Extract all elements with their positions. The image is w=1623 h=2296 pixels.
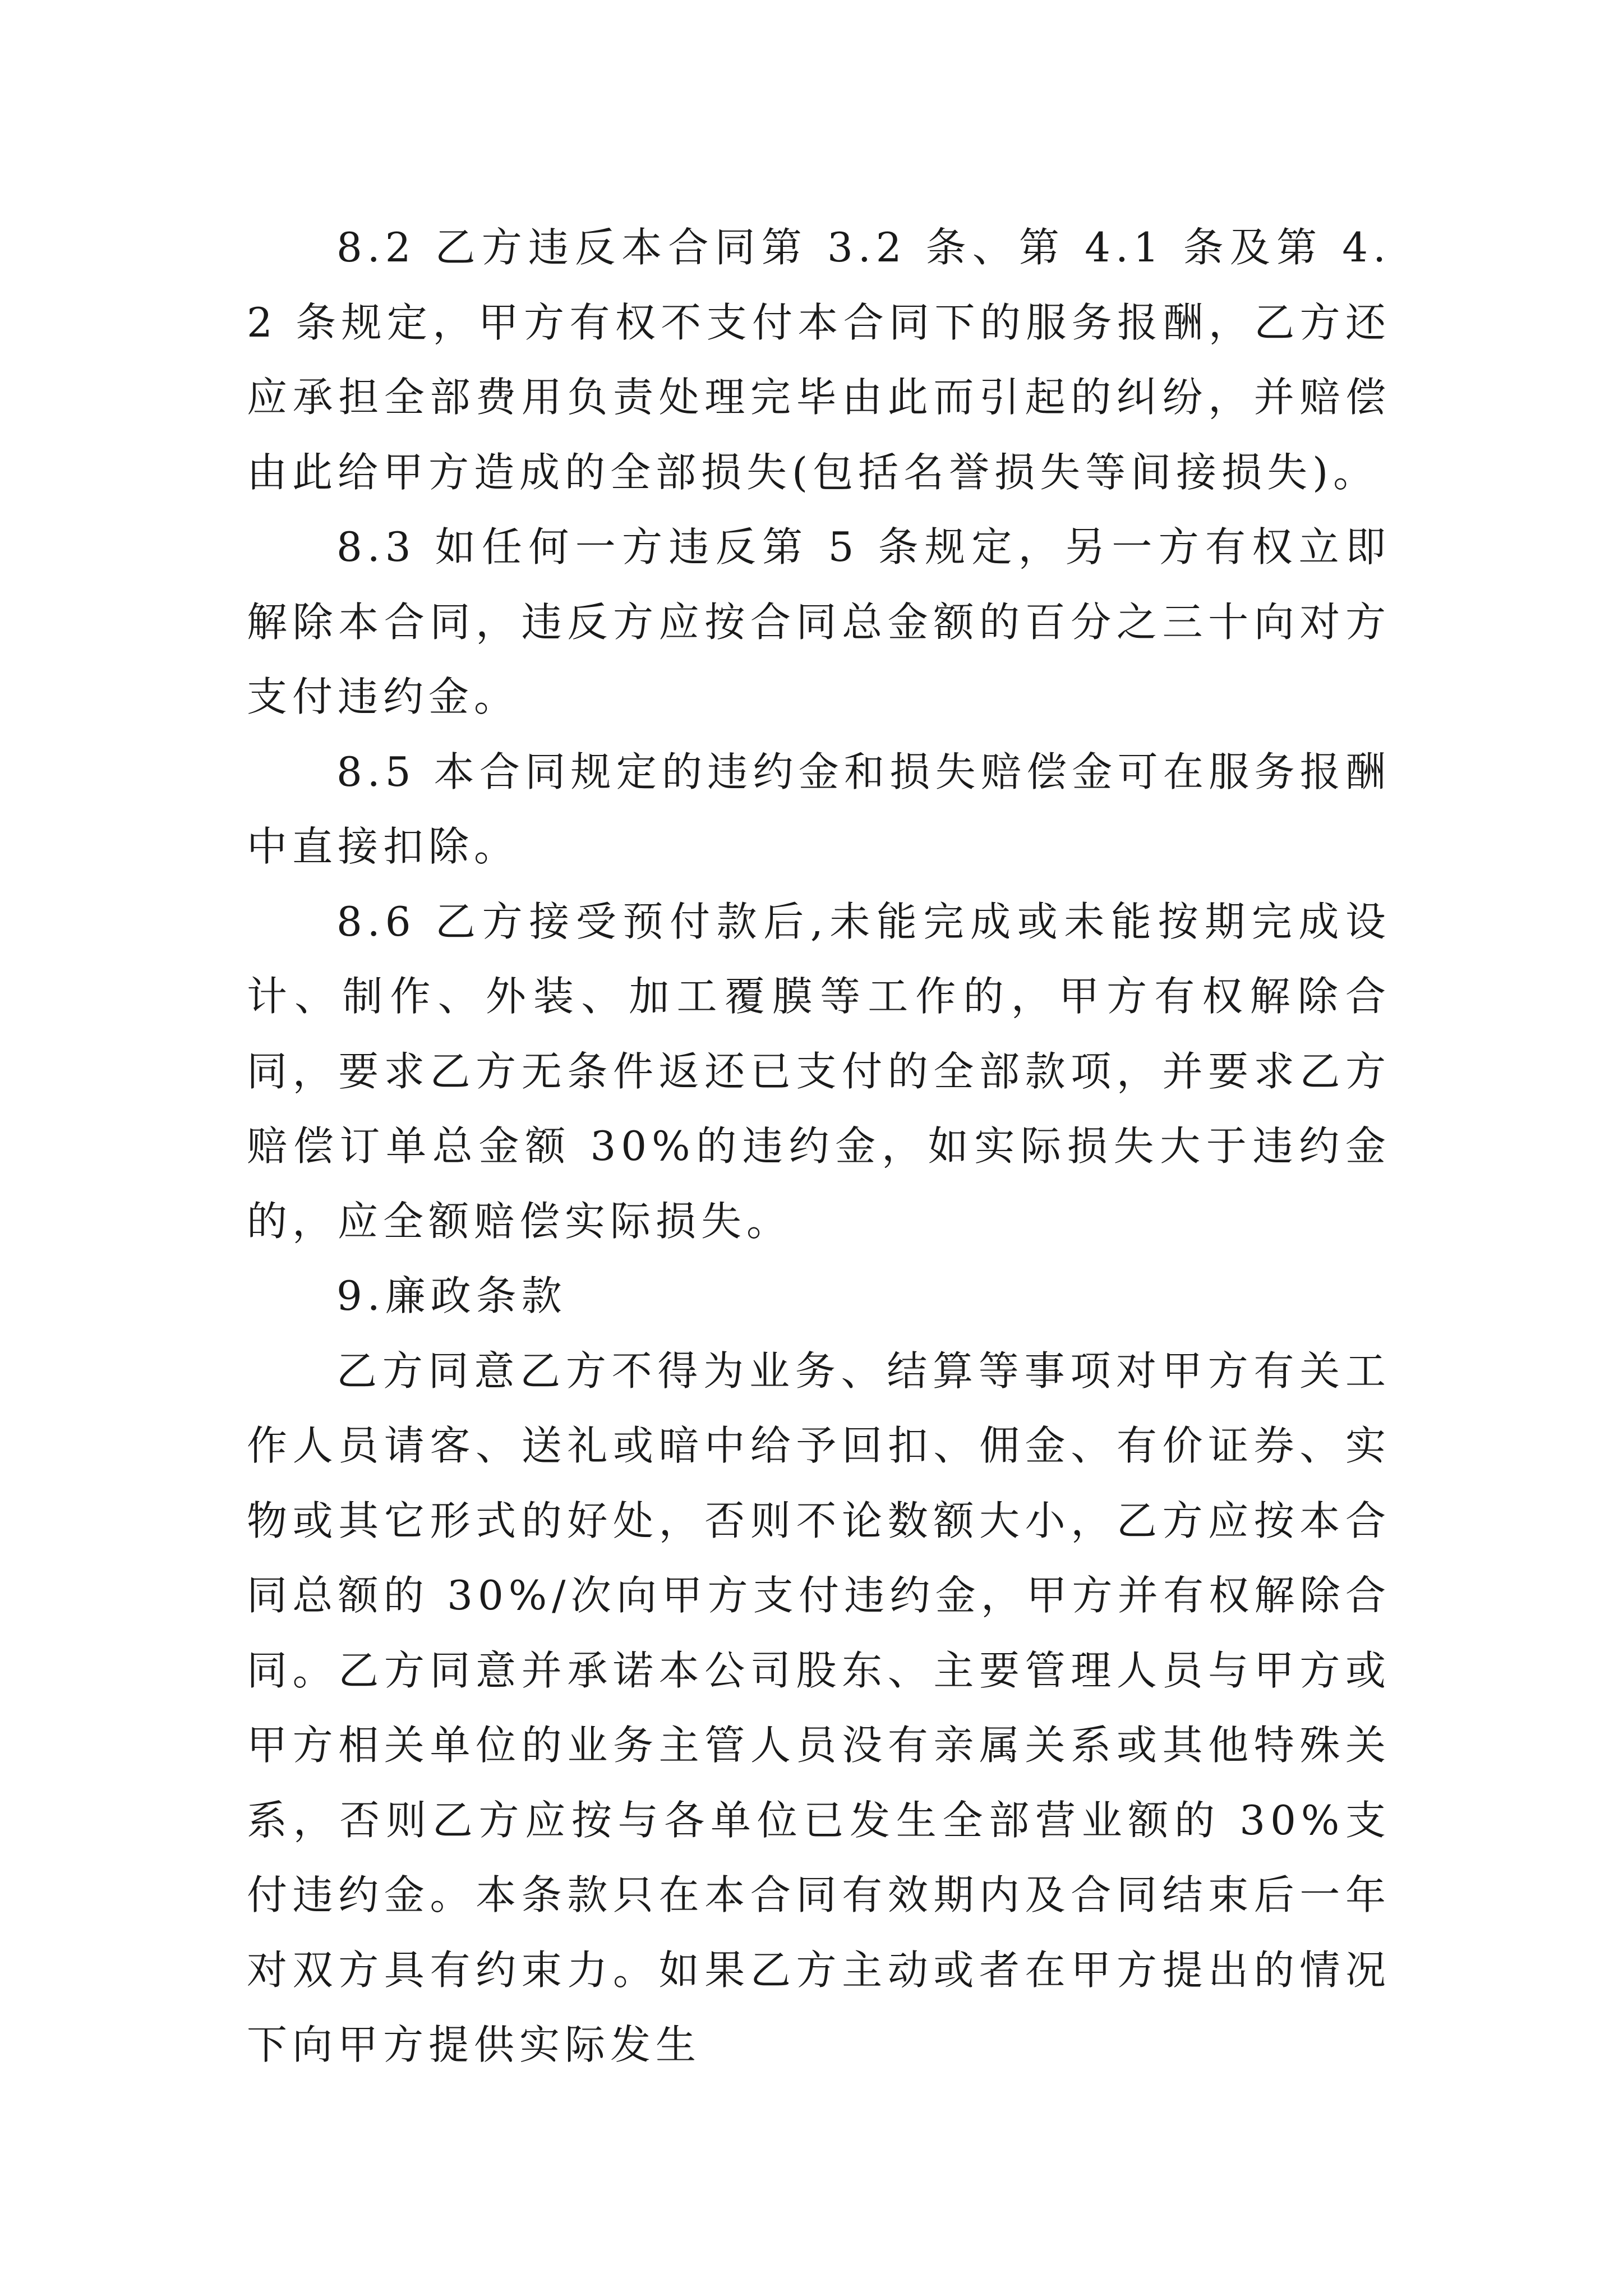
clause-8-2-paragraph: 8.2 乙方违反本合同第 3.2 条、第 4.1 条及第 4.2 条规定，甲方有权不支付本合同下的服务报酬，乙方还应承担全部费用负责处理完毕由此而引起的纠纷，并赔偿由此给甲方造成的全部损失(包括名誉损失等间接损失)。: [247, 224, 1391, 496]
clause-9-heading: 9.廉政条款: [336, 1272, 567, 1319]
clause-8-3-paragraph: 8.3 如任何一方违反第 5 条规定，另一方有权立即解除本合同，违反方应按合同总金额的百分之三十向对方支付违约金。: [247, 523, 1391, 720]
clause-8-6-paragraph: 8.6 乙方接受预付款后,未能完成或未能按期完成设计、制作、外装、加工覆膜等工作的，甲方有权解除合同，要求乙方无条件返还已支付的全部款项，并要求乙方赔偿订单总金额 30%的违约金，如实际损失大于违约金的，应全额赔偿实际损失。: [247, 898, 1391, 1245]
clause-9-body-paragraph: 乙方同意乙方不得为业务、结算等事项对甲方有关工作人员请客、送礼或暗中给予回扣、佣金、有价证券、实物或其它形式的好处，否则不论数额大小，乙方应按本合同总额的 30%/次向甲方支付违约金，甲方并有权解除合同。乙方同意并承诺本公司股东、主要管理人员与甲方或甲方相关单位的业务主管人员没有亲属关系或其他特殊关系，否则乙方应按与各单位已发生全部营业额的 30%支付违约金。本条款只在本合同有效期内及合同结束后一年对双方具有约束力。如果乙方主动或者在甲方提出的情况下向甲方提供实际发生: [247, 1347, 1391, 2068]
document-page: [247, 210, 1391, 2083]
clause-8-5-paragraph: 8.5 本合同规定的违约金和损失赔偿金可在服务报酬中直接扣除。: [247, 748, 1391, 870]
